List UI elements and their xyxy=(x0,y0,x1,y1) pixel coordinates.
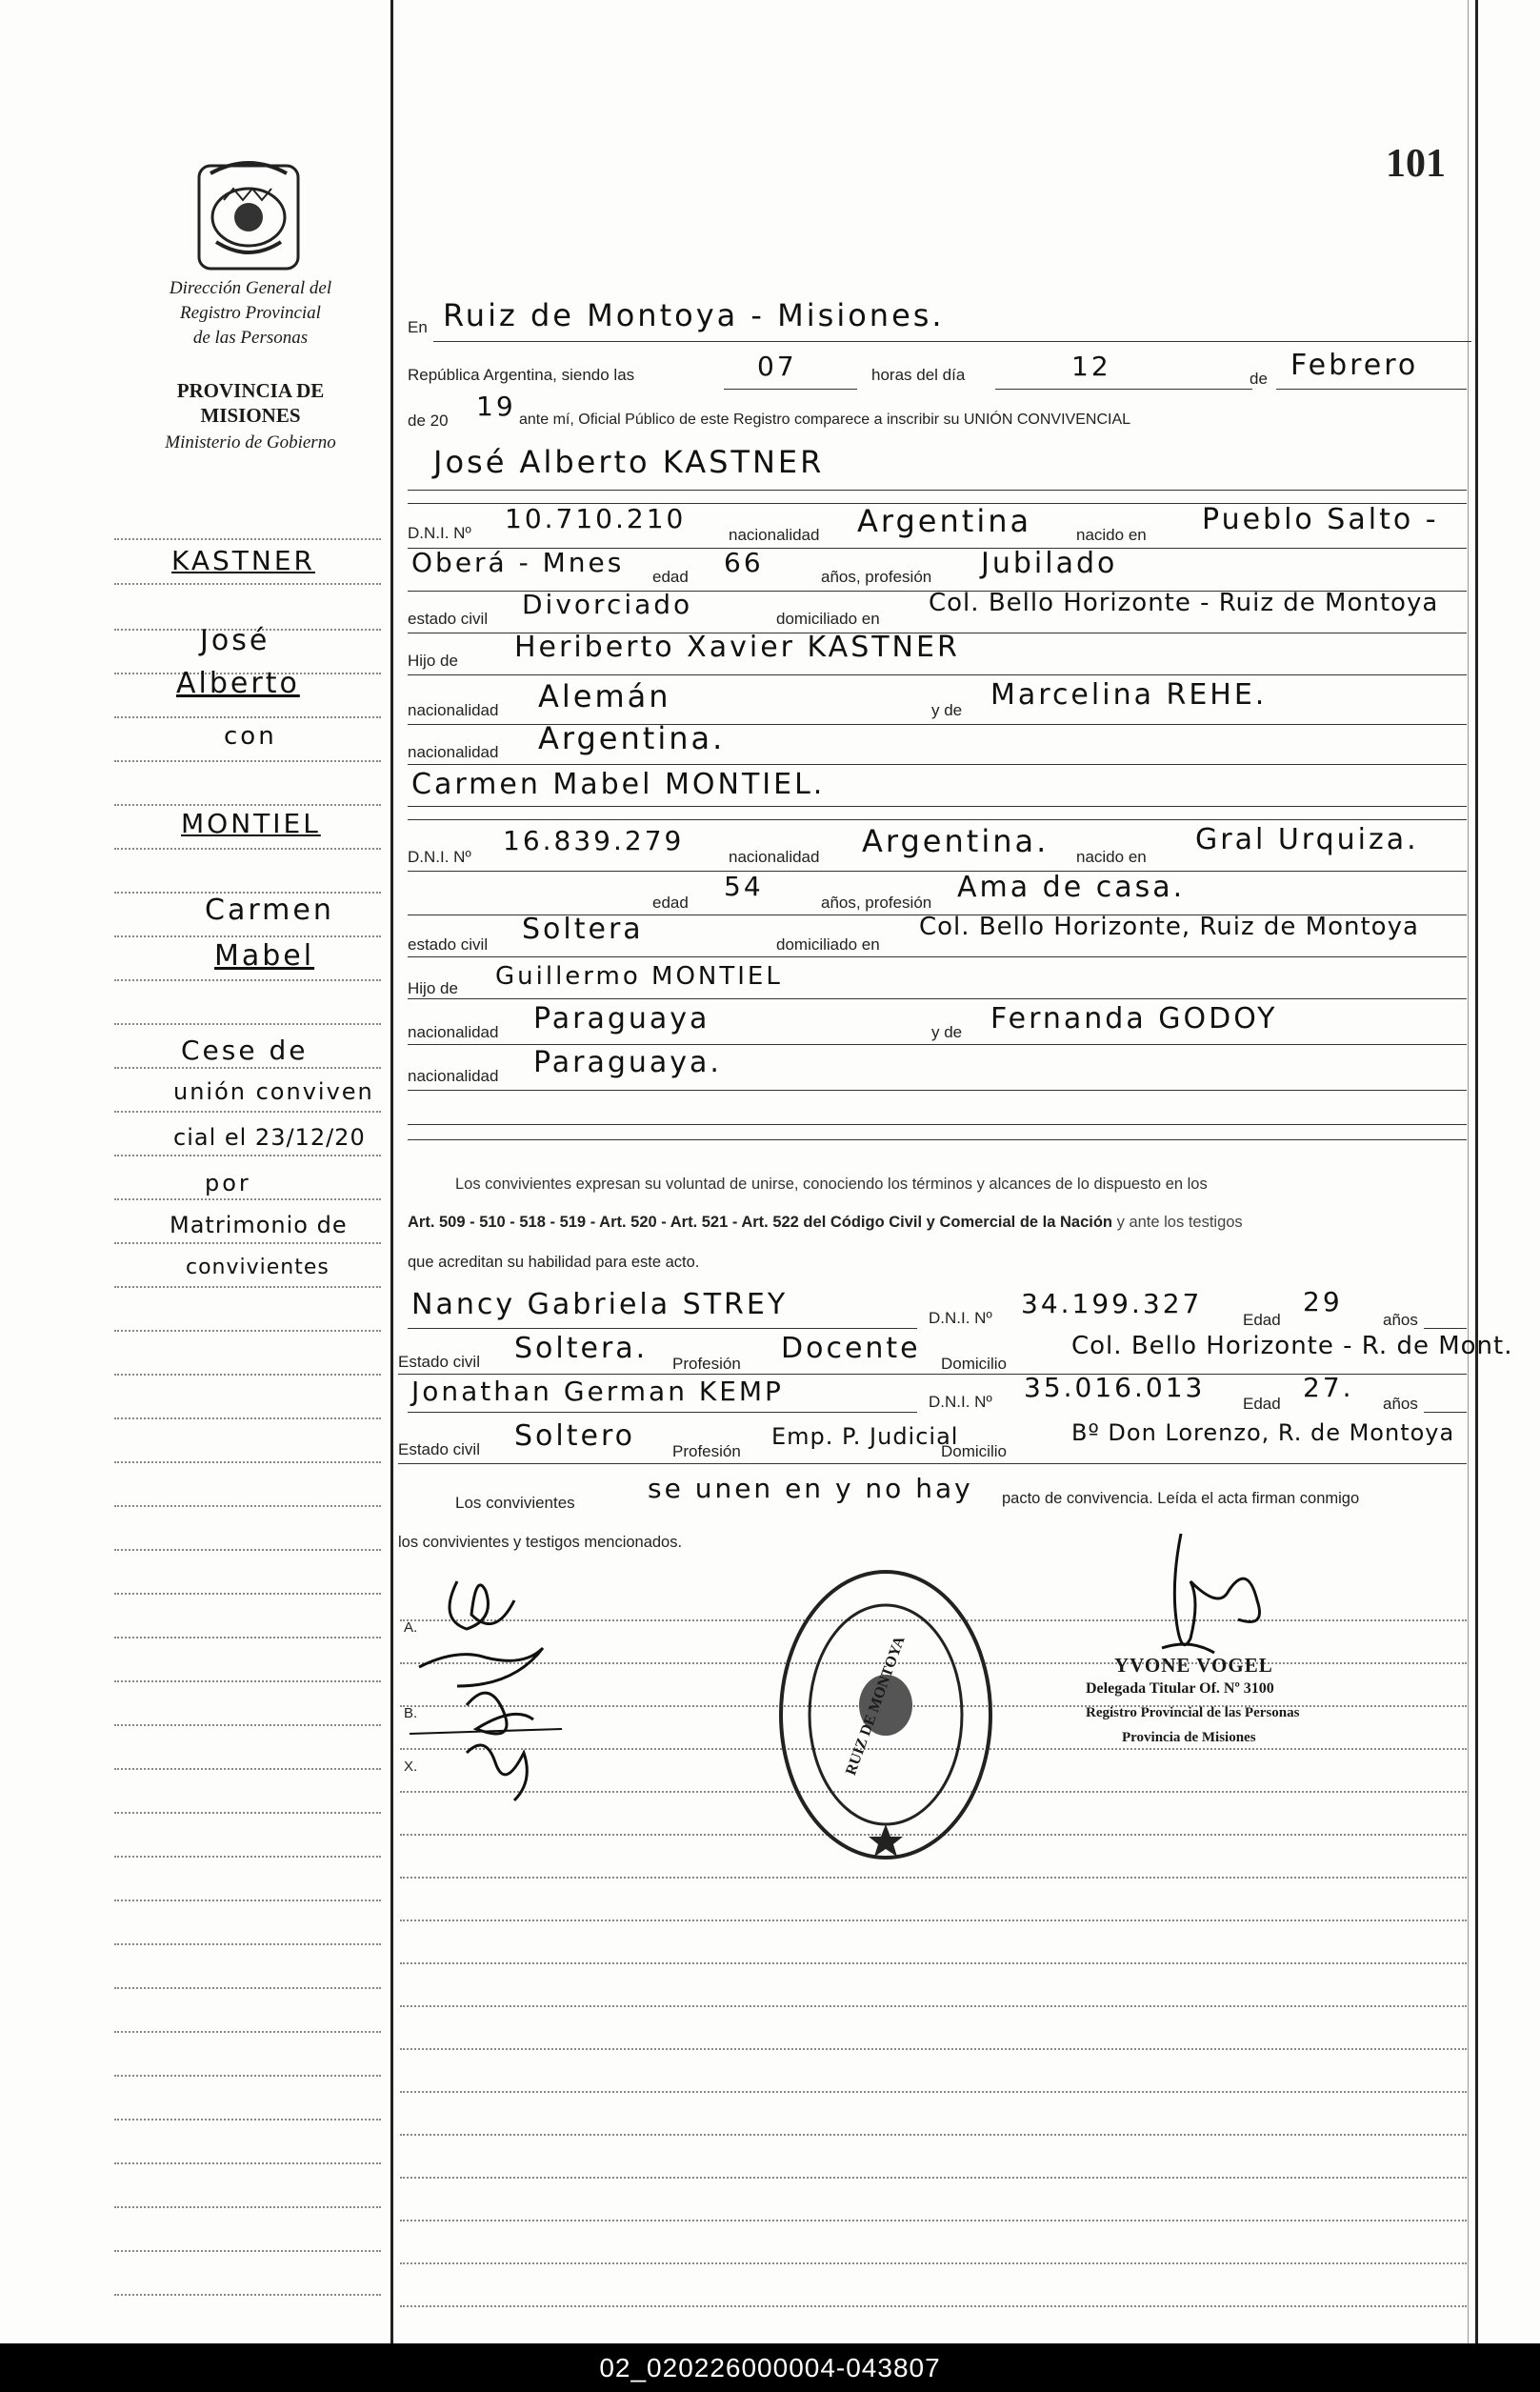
label-edad-w2: Edad xyxy=(1243,1395,1281,1413)
margin-given-2b: Mabel xyxy=(214,939,315,973)
label-dni-w2: D.N.I. Nº xyxy=(929,1393,992,1411)
label-pacto: pacto de convivencia. Leída el acta firman conmigo xyxy=(1002,1490,1360,1507)
person2-mother: Fernanda GODOY xyxy=(990,1002,1278,1035)
margin-given-2a: Carmen xyxy=(205,894,334,927)
label-domiciliado-en-2: domiciliado en xyxy=(776,935,880,954)
margin-surname-1: KASTNER xyxy=(171,545,315,576)
label-y-de-2: y de xyxy=(931,1023,963,1041)
witness1-dni: 34.199.327 xyxy=(1021,1288,1203,1319)
seal-inner-text: RUIZ DE MONTOYA xyxy=(843,1634,909,1778)
person1-profession: Jubilado xyxy=(981,547,1118,580)
label-estado-civil-2: estado civil xyxy=(408,935,489,954)
provincial-coat-of-arms xyxy=(195,151,302,277)
label-estado-civil-w1: Estado civil xyxy=(398,1353,480,1371)
footer-bar xyxy=(0,2343,1540,2392)
label-nacionalidad-mother-2: nacionalidad xyxy=(408,1067,499,1085)
official-province: Provincia de Misiones xyxy=(1122,1730,1256,1745)
official-office: Registro Provincial de las Personas xyxy=(1086,1705,1300,1720)
label-de-month: de xyxy=(1250,370,1268,388)
person1-address: Col. Bello Horizonte - Ruiz de Montoya xyxy=(929,589,1439,617)
witness2-name: Jonathan German KEMP xyxy=(411,1376,784,1407)
province-line-1: PROVINCIA DE xyxy=(176,379,325,402)
right-edge xyxy=(1475,0,1478,2343)
label-anos-w1: años xyxy=(1383,1311,1418,1329)
label-dni-2: D.N.I. Nº xyxy=(408,848,471,866)
witness2-profession: Emp. P. Judicial xyxy=(771,1423,959,1450)
person2-mother-nationality: Paraguaya. xyxy=(533,1046,722,1079)
person1-full-name: José Alberto KASTNER xyxy=(433,444,825,480)
declaration-articles: Art. 509 - 510 - 518 - 519 - Art. 520 - Art. 521 - Art. 522 del Código Civil y Comercial de la Nación xyxy=(408,1214,1113,1231)
province-line-2: MISIONES xyxy=(200,404,301,427)
margin-given-1a: José xyxy=(200,624,270,657)
margin-note-5: Matrimonio de xyxy=(170,1212,348,1238)
declaration-witnesses: y ante los testigos xyxy=(1116,1214,1243,1231)
margin-note-4: por xyxy=(205,1170,251,1196)
label-profesion-w1: Profesión xyxy=(672,1355,741,1373)
label-y-de-1: y de xyxy=(931,701,963,719)
label-nacionalidad-father-1: nacionalidad xyxy=(408,701,499,719)
person1-mother: Marcelina REHE. xyxy=(990,678,1268,712)
signature-mark-b: B. xyxy=(404,1705,418,1721)
witness1-civil-status: Soltera. xyxy=(514,1332,649,1365)
footer-id: 02_020226000004-043807 xyxy=(599,2353,941,2382)
label-nacido-en-1: nacido en xyxy=(1076,526,1147,544)
person2-birthplace: Gral Urquiza. xyxy=(1195,823,1419,856)
label-domicilio-w1: Domicilio xyxy=(941,1355,1007,1373)
label-anos-profesion-1: años, profesión xyxy=(821,568,932,586)
declaration-line-1: Los convivientes expresan su voluntad de unirse, conociendo los términos y alcances de lo dispuesto en los xyxy=(455,1176,1208,1193)
person2-civil-status: Soltera xyxy=(522,913,644,946)
label-estado-civil-1: estado civil xyxy=(408,610,489,628)
witness1-profession: Docente xyxy=(781,1332,921,1365)
pact-text: se unen en y no hay xyxy=(648,1473,973,1504)
witness1-name: Nancy Gabriela STREY xyxy=(411,1288,789,1321)
person1-age: 66 xyxy=(724,547,764,578)
label-domicilio-w2: Domicilio xyxy=(941,1442,1007,1460)
label-dni-1: D.N.I. Nº xyxy=(408,524,471,542)
margin-divider xyxy=(390,0,393,2343)
person2-father-nationality: Paraguaya xyxy=(533,1002,710,1035)
official-title: Delegada Titular Of. Nº 3100 xyxy=(1086,1680,1274,1697)
label-edad-w1: Edad xyxy=(1243,1311,1281,1329)
label-hijo-de-1: Hijo de xyxy=(408,652,458,670)
label-nacionalidad-mother-1: nacionalidad xyxy=(408,743,499,761)
margin-surname-2: MONTIEL xyxy=(181,808,321,839)
label-domiciliado-en-1: domiciliado en xyxy=(776,610,880,628)
person1-mother-nationality: Argentina. xyxy=(538,720,726,756)
declaration-line-2 xyxy=(408,1214,1243,1232)
person2-age: 54 xyxy=(724,871,764,902)
signature-mark-a: A. xyxy=(404,1619,418,1636)
act-year-suffix: 19 xyxy=(476,391,516,422)
person2-profession: Ama de casa. xyxy=(957,871,1186,904)
official-seal xyxy=(771,1562,1000,1881)
label-de-20: de 20 xyxy=(408,412,449,430)
label-horas-del-dia: horas del día xyxy=(871,366,966,384)
act-place: Ruiz de Montoya - Misiones. xyxy=(443,297,945,333)
act-day: 12 xyxy=(1071,351,1111,382)
label-anos-w2: años xyxy=(1383,1395,1418,1413)
label-edad-2: edad xyxy=(652,894,689,912)
label-anos-profesion-2: años, profesión xyxy=(821,894,932,912)
person2-nationality: Argentina. xyxy=(862,823,1050,859)
label-estado-civil-w2: Estado civil xyxy=(398,1440,480,1458)
person2-address: Col. Bello Horizonte, Ruiz de Montoya xyxy=(919,913,1419,941)
person1-nationality: Argentina xyxy=(857,503,1032,539)
person1-father: Heriberto Xavier KASTNER xyxy=(514,631,960,664)
label-edad-1: edad xyxy=(652,568,689,586)
signature-convivientes xyxy=(400,1562,590,1815)
label-ante-mi: ante mí, Oficial Público de este Registro comparece a inscribir su UNIÓN CONVIVENCIAL xyxy=(519,412,1131,428)
label-los-convivientes: Los convivientes xyxy=(455,1494,575,1512)
witness1-address: Col. Bello Horizonte - R. de Mont. xyxy=(1071,1332,1513,1360)
witness2-civil-status: Soltero xyxy=(514,1419,635,1453)
label-nacionalidad-2: nacionalidad xyxy=(729,848,820,866)
ministry: Ministerio de Gobierno xyxy=(165,432,336,452)
inner-right-edge xyxy=(1468,0,1469,2343)
margin-note-1: Cese de xyxy=(181,1035,309,1066)
person2-dni: 16.839.279 xyxy=(503,825,685,856)
person1-dni: 10.710.210 xyxy=(505,503,687,534)
person2-full-name: Carmen Mabel MONTIEL. xyxy=(411,768,826,801)
closing-text: los convivientes y testigos mencionados. xyxy=(398,1534,683,1551)
witness2-age: 27. xyxy=(1303,1372,1354,1403)
page-number: 101 xyxy=(1386,142,1446,186)
person1-father-nationality: Alemán xyxy=(538,678,671,714)
label-profesion-w2: Profesión xyxy=(672,1442,741,1460)
witness1-age: 29 xyxy=(1303,1286,1343,1317)
witness2-dni: 35.016.013 xyxy=(1024,1372,1206,1403)
person1-civil-status: Divorciado xyxy=(522,589,693,620)
witness2-address: Bº Don Lorenzo, R. de Montoya xyxy=(1071,1419,1455,1446)
label-nacionalidad-1: nacionalidad xyxy=(729,526,820,544)
official-signature xyxy=(1124,1524,1305,1672)
label-republica: República Argentina, siendo las xyxy=(408,366,635,384)
office-line-3: de las Personas xyxy=(192,328,309,348)
act-hour: 07 xyxy=(757,351,797,382)
act-month: Febrero xyxy=(1290,349,1419,382)
label-nacido-en-2: nacido en xyxy=(1076,848,1147,866)
label-nacionalidad-father-2: nacionalidad xyxy=(408,1023,499,1041)
declaration-line-3: que acreditan su habilidad para este acto. xyxy=(408,1254,700,1271)
person1-birthplace-b: Oberá - Mnes xyxy=(411,547,625,578)
margin-note-2: unión conviven xyxy=(173,1078,374,1105)
label-dni-w1: D.N.I. Nº xyxy=(929,1309,992,1327)
label-en: En xyxy=(408,318,428,336)
person2-father: Guillermo MONTIEL xyxy=(495,962,783,991)
margin-note-3: cial el 23/12/20 xyxy=(173,1124,366,1151)
office-line-2: Registro Provincial xyxy=(180,303,321,323)
person1-birthplace-a: Pueblo Salto - xyxy=(1202,503,1439,536)
office-line-1: Dirección General del xyxy=(169,278,332,298)
official-name: YVONE VOGEL xyxy=(1114,1654,1273,1677)
margin-note-6: convivientes xyxy=(186,1256,330,1279)
signature-mark-c: X. xyxy=(404,1759,418,1775)
margin-conjunction: con xyxy=(224,722,277,751)
label-hijo-de-2: Hijo de xyxy=(408,979,458,997)
margin-given-1b: Alberto xyxy=(176,667,300,700)
